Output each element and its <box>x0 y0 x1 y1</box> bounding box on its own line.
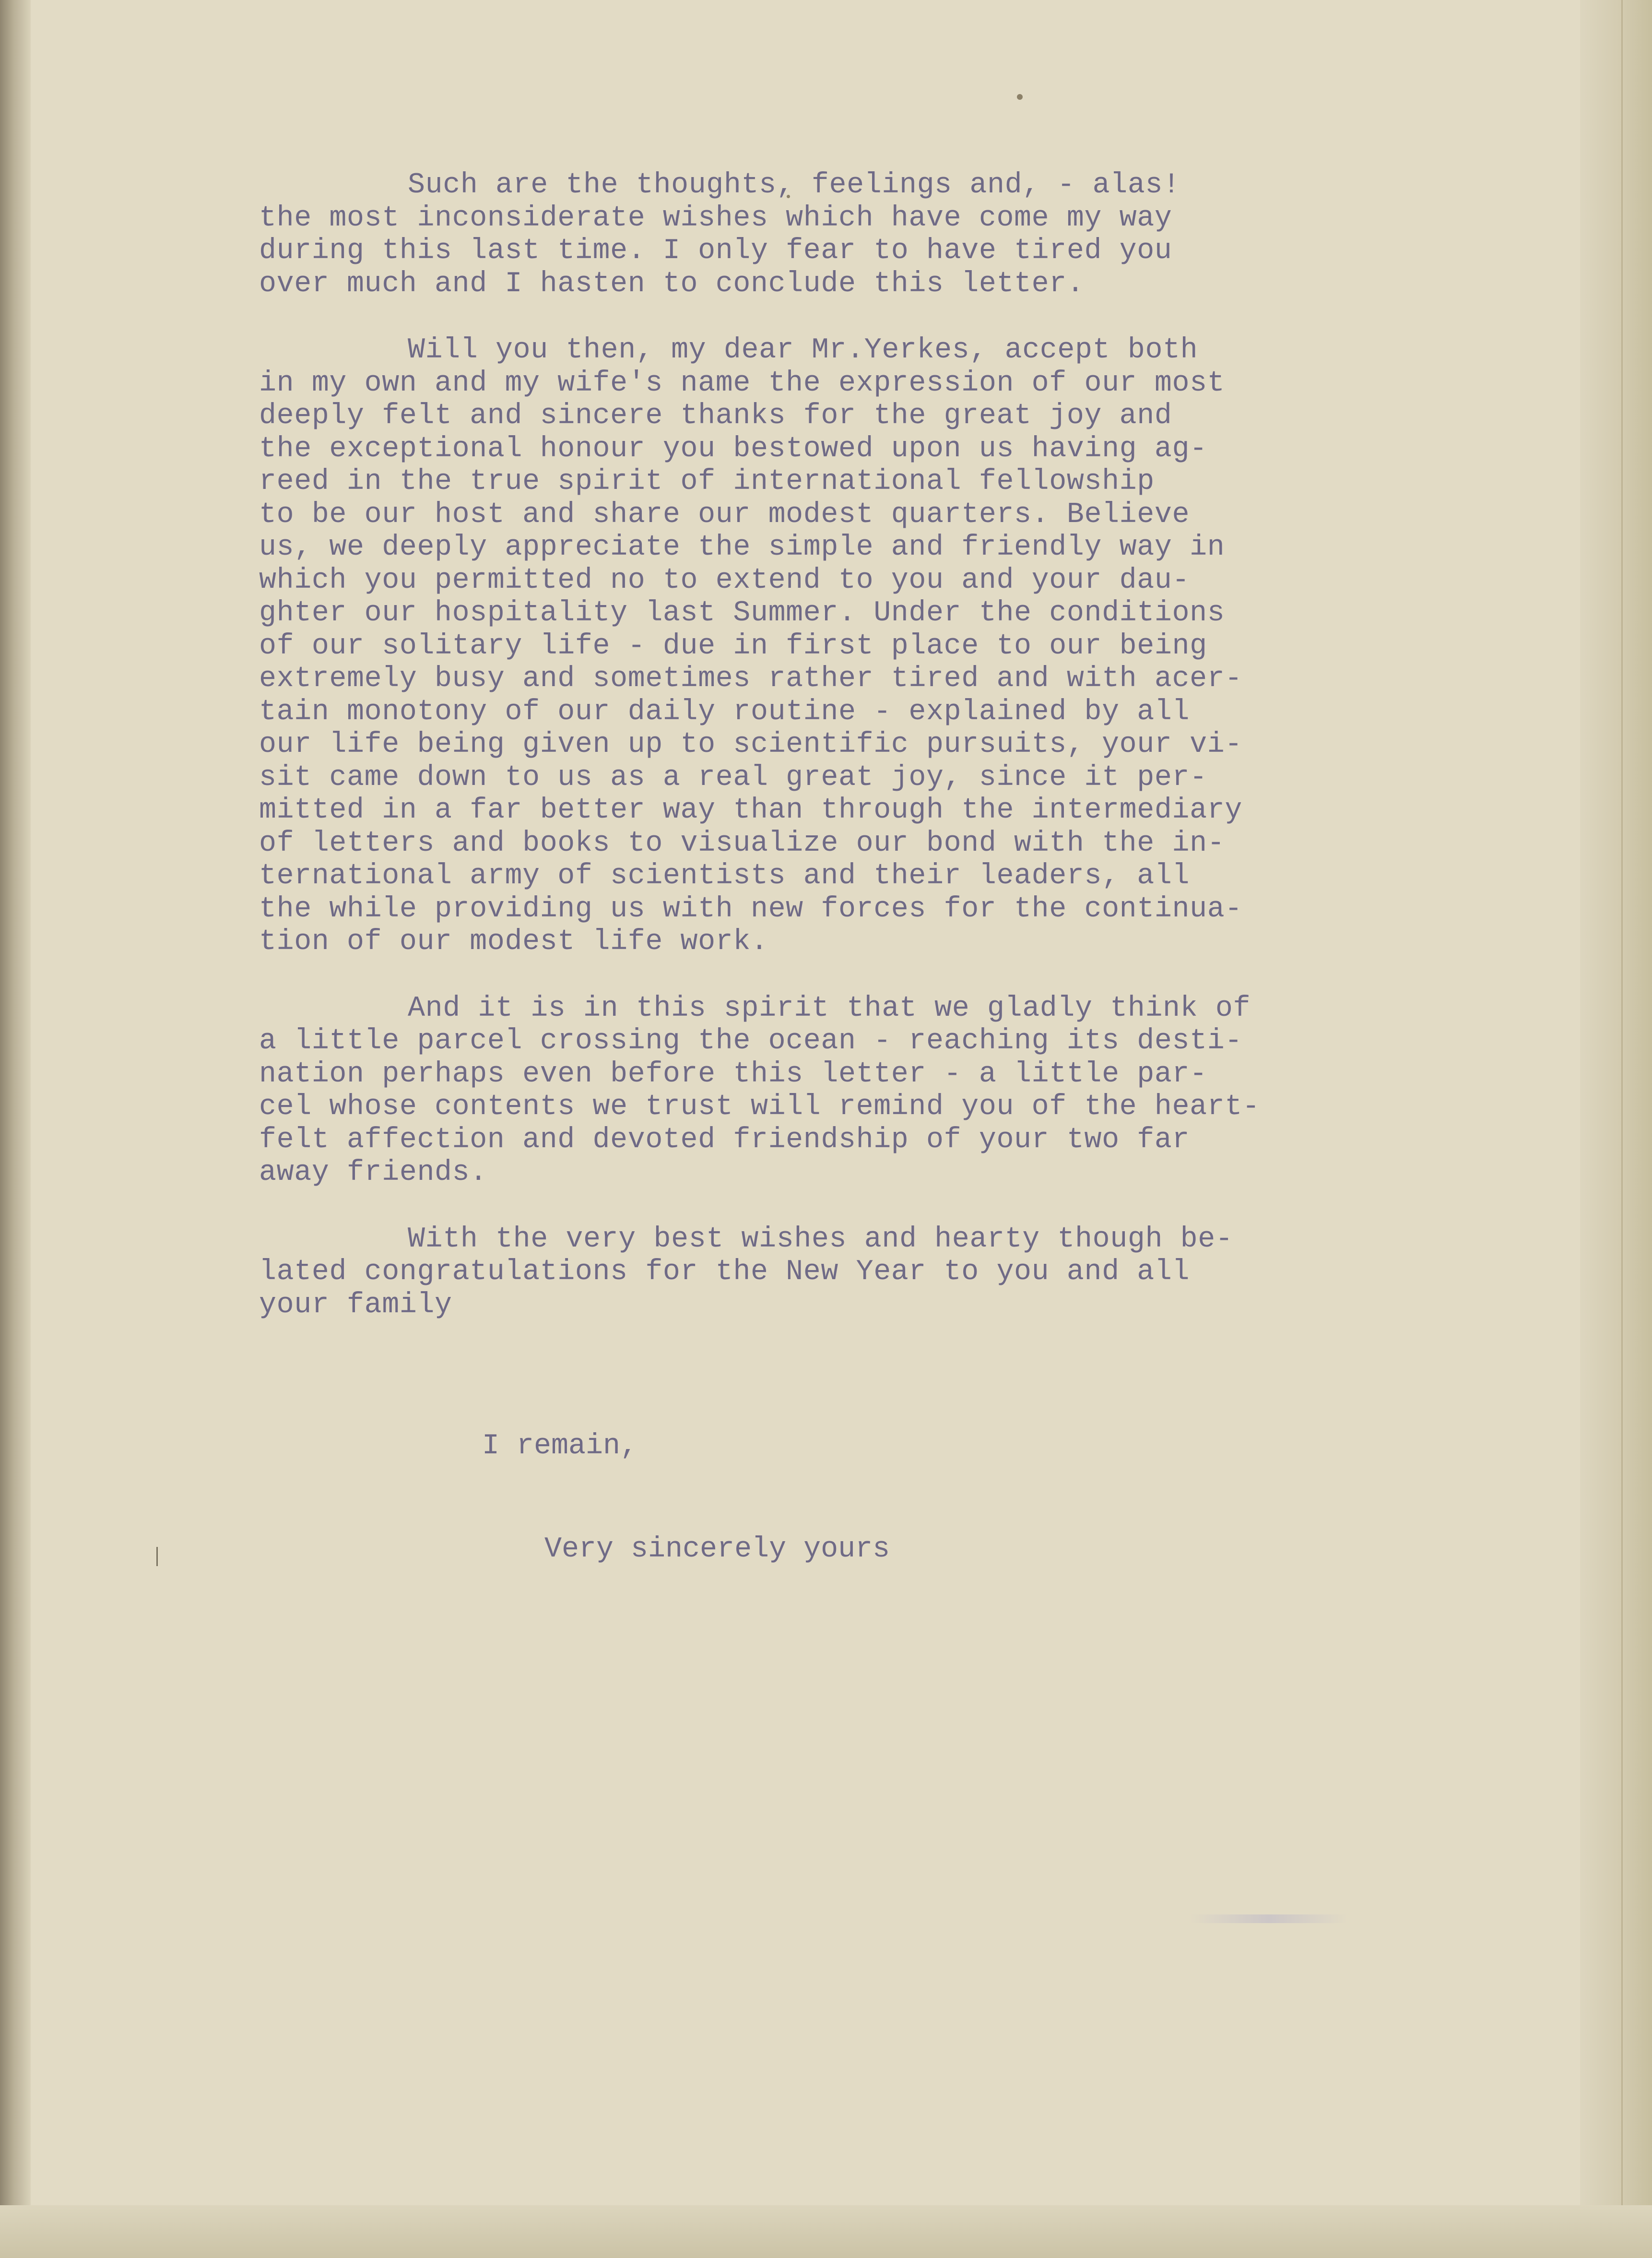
paper-speck <box>1017 94 1023 100</box>
text-line: to be our host and share our modest quarters. Believe <box>259 498 1190 531</box>
signoff-line: Very sincerely yours <box>544 1533 890 1566</box>
text-line: a little parcel crossing the ocean - reaching its desti- <box>259 1025 1242 1058</box>
paragraph-3 <box>259 992 1506 1189</box>
text-line: in my own and my wife's name the expression of our most <box>259 367 1225 400</box>
text-line: over much and I hasten to conclude this letter. <box>259 267 1085 300</box>
text-line: away friends. <box>259 1156 487 1189</box>
text-line: ghter our hospitality last Summer. Under the conditions <box>259 597 1225 630</box>
text-line: reed in the true spirit of international fellowship <box>259 465 1155 498</box>
text-line: tain monotony of our daily routine - explained by all <box>259 695 1190 728</box>
paragraph-4 <box>259 1223 1506 1322</box>
text-line: With the very best wishes and hearty though be- <box>408 1223 1233 1256</box>
text-line: felt affection and devoted friendship of your two far <box>259 1123 1190 1156</box>
text-line: the most inconsiderate wishes which have come my way <box>259 202 1172 235</box>
text-line: Will you then, my dear Mr.Yerkes, accept both <box>408 334 1198 367</box>
text-line: of our solitary life - due in first place to our being <box>259 630 1207 663</box>
text-line: Such are the thoughts, feelings and, - alas! <box>408 169 1180 202</box>
text-line: the while providing us with new forces for the continua- <box>259 892 1242 926</box>
text-line: during this last time. I only fear to have tired you <box>259 235 1172 267</box>
text-line: tion of our modest life work. <box>259 926 768 958</box>
text-line: mitted in a far better way than through the intermediary <box>259 794 1242 827</box>
text-line: the exceptional honour you bestowed upon us having ag- <box>259 432 1207 465</box>
text-line: cel whose contents we trust will remind you of the heart- <box>259 1091 1260 1123</box>
text-line: nation perhaps even before this letter - a little par- <box>259 1058 1207 1091</box>
page-shadow-left <box>0 0 31 2258</box>
text-line: lated congratulations for the New Year to you and all <box>259 1256 1190 1288</box>
letter-body <box>259 169 1506 1355</box>
paper-mark <box>156 1547 158 1566</box>
page-edge-bottom <box>0 2205 1652 2258</box>
text-line: of letters and books to visualize our bond with the in- <box>259 827 1225 860</box>
text-line: deeply felt and sincere thanks for the great joy and <box>259 400 1172 432</box>
paragraph-2 <box>259 334 1506 959</box>
text-line: which you permitted no to extend to you and your dau- <box>259 564 1190 597</box>
text-line: ternational army of scientists and their leaders, all <box>259 860 1190 892</box>
closing-line: I remain, <box>482 1430 638 1462</box>
text-line: your family <box>259 1288 452 1321</box>
text-line: our life being given up to scientific pursuits, your vi- <box>259 728 1242 761</box>
text-line: And it is in this spirit that we gladly think of <box>408 992 1251 1025</box>
page-edge-right <box>1580 0 1652 2258</box>
text-line: us, we deeply appreciate the simple and friendly way in <box>259 531 1225 564</box>
page-edge-line <box>1621 0 1623 2258</box>
text-line: sit came down to us as a real great joy, since it per- <box>259 761 1207 794</box>
faint-stamp <box>1190 1914 1348 1923</box>
paragraph-1 <box>259 169 1506 300</box>
text-line: extremely busy and sometimes rather tired and with acer- <box>259 663 1242 695</box>
